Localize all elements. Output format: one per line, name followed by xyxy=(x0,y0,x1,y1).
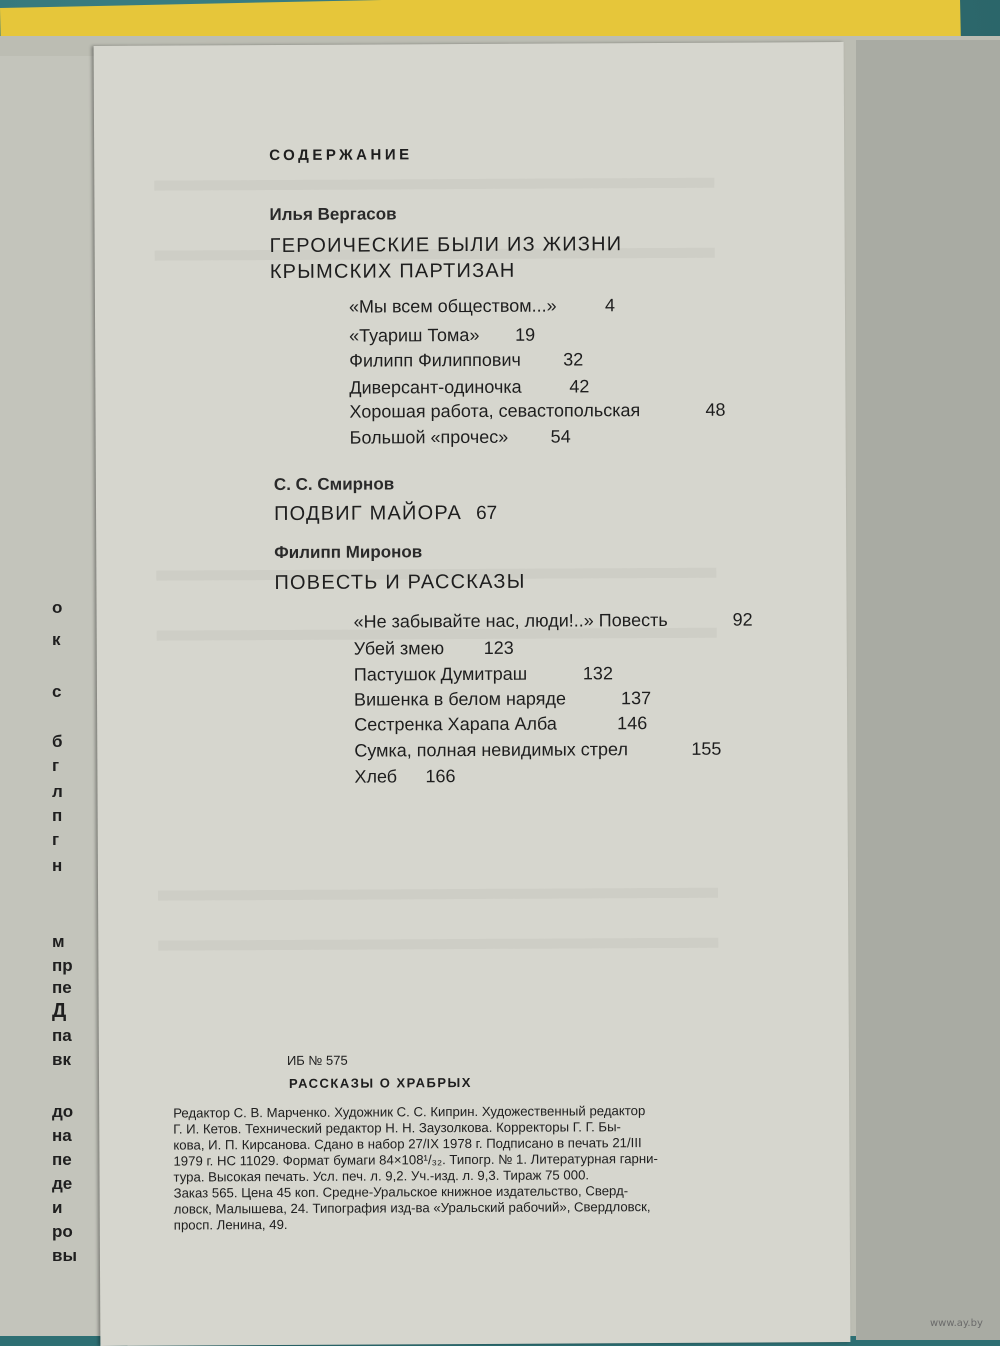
toc-entry: Большой «прочес» xyxy=(349,426,509,448)
fragment: н xyxy=(52,856,63,875)
fragment: пр xyxy=(52,956,73,975)
section-title: КРЫМСКИХ ПАРТИЗАН xyxy=(269,259,516,284)
toc-page-number: 92 xyxy=(732,609,753,630)
fragment: па xyxy=(52,1026,72,1045)
fragment: Д xyxy=(52,1000,67,1022)
author-name: Филипп Миронов xyxy=(274,542,423,563)
imprint-line: Редактор С. В. Марченко. Художник С. С. Киприн. Художественный редактор xyxy=(173,1103,646,1121)
fragment: г xyxy=(52,830,60,849)
fragment: до xyxy=(52,1102,74,1121)
right-page-edge xyxy=(856,40,1000,1340)
fragment: б xyxy=(52,732,63,751)
toc-page-number: 155 xyxy=(691,738,722,759)
toc-entry: Филипп Филиппович xyxy=(349,349,521,371)
fragment: на xyxy=(52,1126,72,1145)
toc-entry: Диверсант-одиночка xyxy=(349,376,522,398)
section-title: ПОДВИГ МАЙОРА xyxy=(273,502,463,526)
toc-page-number: 123 xyxy=(483,637,514,658)
fragment: м xyxy=(52,932,65,951)
fragment: пе xyxy=(52,978,72,997)
imprint-line: 1979 г. НС 11029. Формат бумаги 84×108¹/₃₂. Типогр. № 1. Литературная гарни- xyxy=(173,1151,658,1169)
toc-page-number: 166 xyxy=(425,766,456,787)
contents-heading: СОДЕРЖАНИЕ xyxy=(269,146,413,165)
imprint-block xyxy=(173,1102,840,1233)
toc-entry: Пастушок Думитраш xyxy=(353,663,528,685)
fragment: ро xyxy=(52,1222,73,1241)
toc-entry: Убей змею xyxy=(353,638,445,659)
toc-page-number: 48 xyxy=(705,399,726,420)
toc-entry: Сумка, полная невидимых стрел xyxy=(354,739,628,761)
fragment: де xyxy=(52,1174,73,1193)
imprint-line: кова, И. П. Кирсанова. Сдано в набор 27/IX 1978 г. Подписано в печать 21/III xyxy=(173,1135,642,1153)
toc-entry: Хорошая работа, севастопольская xyxy=(349,400,641,422)
fragment: п xyxy=(52,806,63,825)
section-title: ГЕРОИЧЕСКИЕ БЫЛИ ИЗ ЖИЗНИ xyxy=(269,233,623,258)
imprint-line: Заказ 565. Цена 45 коп. Средне-Уральское книжное издательство, Сверд- xyxy=(173,1183,629,1201)
toc-page-number: 19 xyxy=(515,324,536,345)
toc-entry: «Не забывайте нас, люди!..» Повесть xyxy=(353,609,668,632)
toc-page-number: 132 xyxy=(582,663,613,684)
toc-entry: Вишенка в белом наряде xyxy=(353,688,567,710)
imprint-line: просп. Ленина, 49. xyxy=(173,1216,288,1233)
toc-page-number: 67 xyxy=(475,502,498,524)
toc-entry: «Туариш Тома» xyxy=(349,324,480,346)
fragment: и xyxy=(52,1198,63,1217)
fragment: вы xyxy=(52,1246,77,1265)
toc-page-number: 146 xyxy=(617,713,648,734)
book-title: РАССКАЗЫ О ХРАБРЫХ xyxy=(288,1075,472,1091)
toc-page-number: 42 xyxy=(569,376,590,397)
author-name: Илья Вергасов xyxy=(269,204,397,225)
toc-page-number: 54 xyxy=(550,426,571,447)
imprint-line: тура. Высокая печать. Усл. печ. л. 9,2. Уч.-изд. л. 9,3. Тираж 75 000. xyxy=(173,1167,590,1185)
fragment: пе xyxy=(52,1150,72,1169)
fragment: л xyxy=(52,782,63,801)
fragment: вк xyxy=(52,1050,71,1069)
toc-entry: Сестренка Харапа Алба xyxy=(354,713,557,735)
imprint-line: ловск, Малышева, 24. Типография изд-ва «Уральский рабочий», Свердловск, xyxy=(173,1199,651,1217)
author-name: С. С. Смирнов xyxy=(273,474,395,495)
toc-entry: Хлеб xyxy=(354,766,398,787)
section-title: ПОВЕСТЬ И РАССКАЗЫ xyxy=(274,570,526,595)
fragment: о xyxy=(52,598,63,617)
fragment: к xyxy=(52,630,61,649)
ib-number: ИБ № 575 xyxy=(286,1052,348,1068)
contents-page xyxy=(94,42,851,1346)
watermark: www.ay.by xyxy=(930,1318,983,1329)
imprint-line: Г. И. Кетов. Технический редактор Н. Н. Заузолкова. Корректоры Г. Г. Бы- xyxy=(173,1119,621,1137)
toc-page-number: 4 xyxy=(604,295,616,316)
toc-page-number: 32 xyxy=(563,349,584,370)
toc-page-number: 137 xyxy=(620,688,652,709)
left-page-strip xyxy=(0,56,110,1336)
fragment: с xyxy=(52,682,62,701)
toc-entry: «Мы всем обществом...» xyxy=(348,295,557,317)
fragment: г xyxy=(52,756,60,775)
